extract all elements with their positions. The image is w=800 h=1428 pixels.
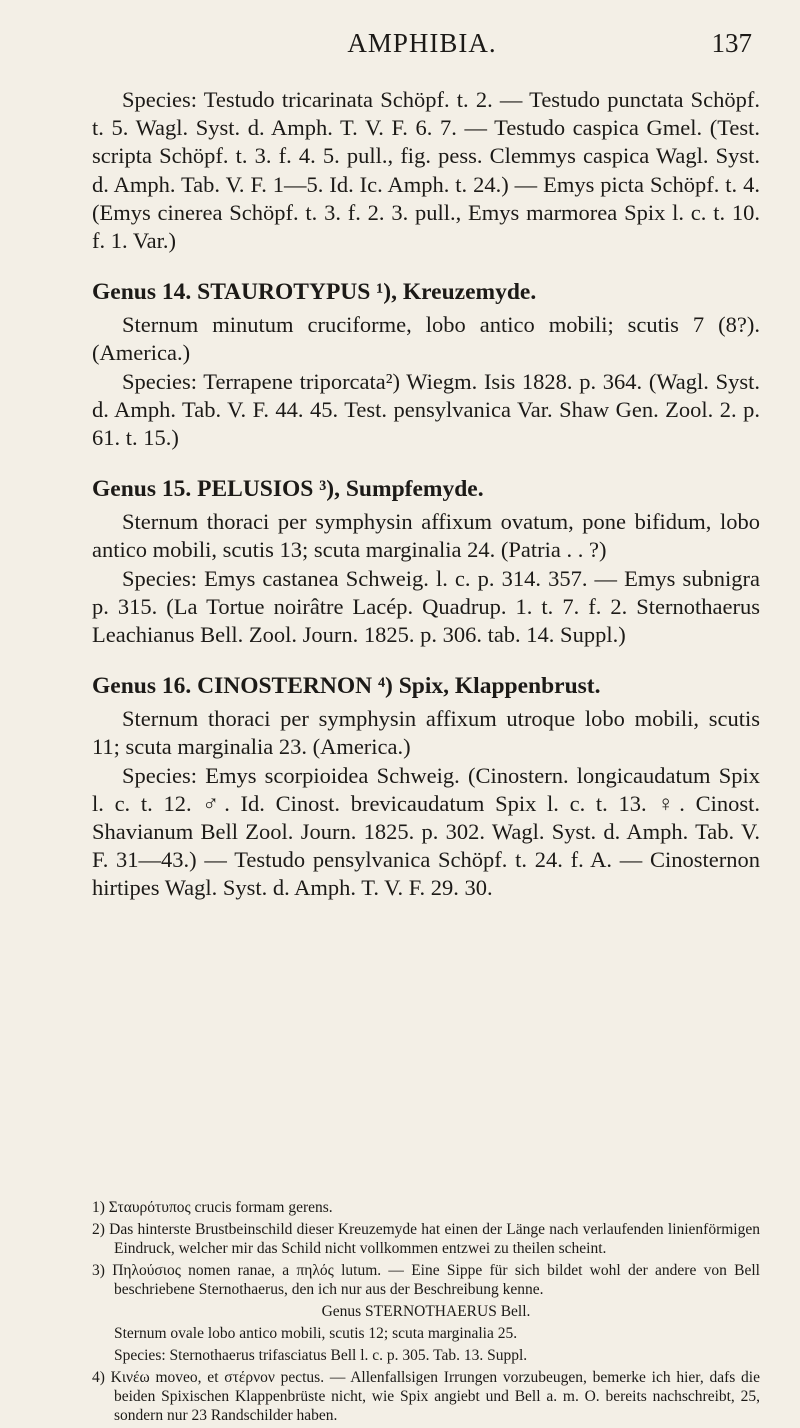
footnote-1: 1) Σταυρότυπος crucis formam gerens.	[92, 1199, 333, 1216]
running-head	[92, 28, 752, 68]
main-text	[92, 86, 760, 903]
genus-heading-15: Genus 15. PELUSIOS ³), Sumpfemyde.	[92, 476, 484, 503]
genus-description-14: Sternum minutum cruciforme, lobo antico mobili; scutis 7 (8?). (America.)	[92, 312, 760, 366]
species-paragraph-testudo: Species: Testudo tricarinata Schöpf. t. 2. — Testudo punctata Schöpf. t. 5. Wagl. Syst. d. Amph. T. V. F. 6. 7. — Testudo caspica Gmel. (Test. scripta Schöpf. t. 3. f. 4. 5. pull., fig. pess. Clemmys caspica Wagl. Syst. d. Amph. Tab. V. F. 1—5. Id. Ic. Amph. t. 24.) — Emys picta Schöpf. t. 4. (Emys cinerea Schöpf. t. 3. f. 2. 3. pull., Emys marmorea Spix l. c. t. 10. f. 1. Var.)	[92, 87, 760, 254]
species-paragraph-16: Species: Emys scorpioidea Schweig. (Cinostern. longicaudatum Spix l. c. t. 12. ♂. Id. Cinost. brevicaudatum Spix l. c. t. 13. ♀. Cinost. Shavianum Bell Zool. Journ. 1825. p. 302. Wagl. Syst. d. Amph. Tab. V. F. 31—43.) — Testudo pensylvanica Schöpf. t. 24. f. A. — Cinosternon hirtipes Wagl. Syst. d. Amph. T. V. F. 29. 30.	[92, 762, 760, 901]
running-title: AMPHIBIA.	[347, 28, 497, 58]
footnote-3: 3) Πηλούσιος nomen ranae, a πηλός lutum. — Eine Sippe für sich bildet wohl der andere von Bell beschriebene Sternothaerus, den ich nur aus der Beschreibung kenne.	[92, 1262, 760, 1298]
page-number: 137	[711, 28, 752, 58]
footnotes	[92, 1198, 760, 1428]
footnote-2: 2) Das hinterste Brustbeinschild dieser Kreuzemyde hat einen der Länge nach verlaufenden linienförmigen Eindruck, welcher mir das Schild nicht vollkommen entzwei zu theilen scheint.	[92, 1221, 760, 1257]
genus-description-16: Sternum thoraci per symphysin affixum utroque lobo mobili, scutis 11; scuta marginalia 23. (America.)	[92, 706, 760, 760]
genus-heading-14: Genus 14. STAUROTYPUS ¹), Kreuzemyde.	[92, 279, 537, 306]
footnote-3-genus: Genus STERNOTHAERUS Bell.	[321, 1303, 531, 1320]
species-paragraph-15: Species: Emys castanea Schweig. l. c. p. 314. 357. — Emys subnigra p. 315. (La Tortue noirâtre Lacép. Quadrup. 1. t. 7. f. 2. Sternothaerus Leachianus Bell. Zool. Journ. 1825. p. 306. tab. 14. Suppl.)	[92, 565, 760, 648]
genus-description-15: Sternum thoraci per symphysin affixum ovatum, pone bifidum, lobo antico mobili, scutis 13; scuta marginalia 24. (Patria . . ?)	[92, 509, 760, 563]
genus-heading-16: Genus 16. CINOSTERNON ⁴) Spix, Klappenbrust.	[92, 673, 601, 700]
species-paragraph-14: Species: Terrapene triporcata²) Wiegm. Isis 1828. p. 364. (Wagl. Syst. d. Amph. Tab. V. F. 44. 45. Test. pensylvanica Var. Shaw Gen. Zool. 2. p. 61. t. 15.)	[92, 368, 760, 451]
footnote-4: 4) Κινέω moveo, et στέρνον pectus. — Allenfallsigen Irrungen vorzubeugen, bemerke ich hier, dafs die beiden Spixischen Klappenbrüste nicht, wie Spix angiebt und Bell a. m. O. bereits nachschreibt, 25, sondern nur 23 Randschilder haben.	[92, 1369, 760, 1424]
footnote-3-description: Sternum ovale lobo antico mobili, scutis 12; scuta marginalia 25.	[114, 1325, 518, 1342]
footnote-3-species: Species: Sternothaerus trifasciatus Bell l. c. p. 305. Tab. 13. Suppl.	[114, 1347, 528, 1364]
